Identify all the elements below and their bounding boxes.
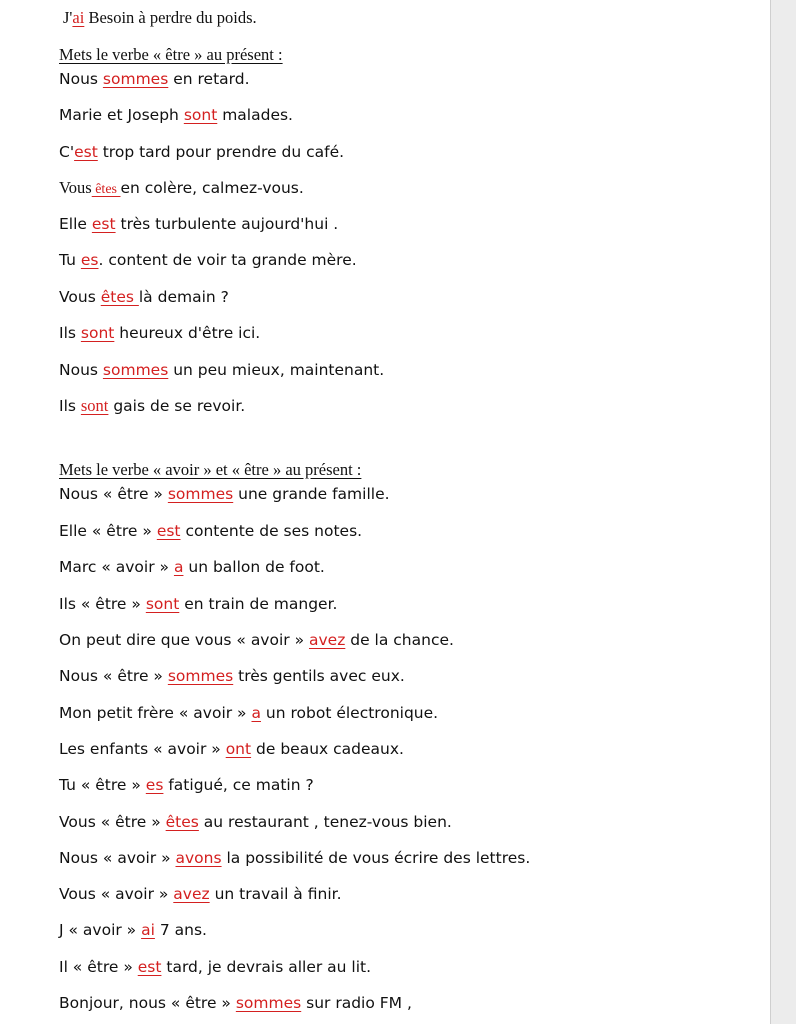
answer-text: est xyxy=(91,215,116,233)
line-text-after: heureux d'être ici. xyxy=(114,324,261,342)
exercise1-line-9 xyxy=(59,360,384,380)
answer-text: sommes xyxy=(102,70,169,88)
intro-line xyxy=(63,8,257,28)
intro-answer: ai xyxy=(72,8,85,27)
answer-text: es xyxy=(80,251,99,269)
answer-text: avons xyxy=(175,849,222,867)
exercise1-line-3 xyxy=(59,142,344,162)
line-text-before: Les enfants « avoir » xyxy=(59,740,226,758)
line-text-before: Vous xyxy=(59,178,92,197)
line-text-after: la possibilité de vous écrire des lettres. xyxy=(221,849,531,867)
exercise1-line-5 xyxy=(59,214,338,234)
answer-text: êtes xyxy=(165,813,199,831)
line-text-after: au restaurant , tenez-vous bien. xyxy=(198,813,452,831)
answer-text: avez xyxy=(308,631,346,649)
line-text-before: Ils « être » xyxy=(59,595,146,613)
exercise2-line-12 xyxy=(59,884,342,904)
line-text-after: un ballon de foot. xyxy=(183,558,325,576)
line-text-before: Nous xyxy=(59,70,103,88)
line-text-after: un travail à finir. xyxy=(209,885,342,903)
line-text-before: Ils xyxy=(59,324,81,342)
answer-text: sont xyxy=(145,595,180,613)
exercise1-line-6 xyxy=(59,250,357,270)
line-text-after: tard, je devrais aller au lit. xyxy=(161,958,372,976)
exercise1-line-8 xyxy=(59,323,260,343)
line-text-before: Nous « avoir » xyxy=(59,849,176,867)
answer-text: sommes xyxy=(102,361,169,379)
line-text-before: Elle xyxy=(59,215,92,233)
answer-text: avez xyxy=(173,885,210,903)
line-text-after: fatigué, ce matin ? xyxy=(163,776,314,794)
exercise2-line-13 xyxy=(59,920,207,940)
answer-text: êtes xyxy=(100,288,139,306)
line-text-after: en colère, calmez-vous. xyxy=(120,179,304,197)
answer-text: est xyxy=(137,958,162,976)
answer-text: est xyxy=(74,143,98,161)
line-text-before: Mon petit frère « avoir » xyxy=(59,704,252,722)
exercise2-line-6 xyxy=(59,666,405,686)
exercise2-line-8 xyxy=(59,739,404,759)
line-text-after: . content de voir ta grande mère. xyxy=(98,251,357,269)
line-text-before: Vous xyxy=(59,288,101,306)
line-text-after: malades. xyxy=(217,106,293,124)
line-text-before: Tu « être » xyxy=(59,776,146,794)
line-text-after: sur radio FM , xyxy=(301,994,412,1012)
exercise1-line-1 xyxy=(59,69,250,89)
intro-text-before: J' xyxy=(63,8,73,27)
exercise1-line-4 xyxy=(59,178,304,200)
exercise2-line-1 xyxy=(59,484,390,504)
line-text-after: en train de manger. xyxy=(179,595,338,613)
line-text-after: là demain ? xyxy=(138,288,229,306)
answer-text: sommes xyxy=(167,667,234,685)
line-text-after: un robot électronique. xyxy=(260,704,439,722)
exercise1-line-7 xyxy=(59,287,229,307)
exercise2-line-10 xyxy=(59,812,452,832)
intro-text-after: Besoin à perdre du poids. xyxy=(84,8,257,27)
line-text-after: de beaux cadeaux. xyxy=(251,740,404,758)
exercise2-line-3 xyxy=(59,557,325,577)
line-text-before: Il « être » xyxy=(59,958,138,976)
exercise2-line-7 xyxy=(59,703,438,723)
exercise2-line-4 xyxy=(59,594,337,614)
line-text-before: C' xyxy=(59,143,75,161)
answer-text: ont xyxy=(225,740,252,758)
line-text-before: On peut dire que vous « avoir » xyxy=(59,631,309,649)
answer-text: sommes xyxy=(235,994,302,1012)
line-text-after: de la chance. xyxy=(345,631,454,649)
line-text-after: trop tard pour prendre du café. xyxy=(97,143,345,161)
exercise1-line-10 xyxy=(59,396,245,416)
line-text-after: 7 ans. xyxy=(154,921,207,939)
exercise2-line-14 xyxy=(59,957,371,977)
line-text-before: J « avoir » xyxy=(59,921,142,939)
line-text-after: très gentils avec eux. xyxy=(233,667,405,685)
line-text-after: gais de se revoir. xyxy=(108,397,246,415)
line-text-before: Nous « être » xyxy=(59,485,168,503)
line-text-before: Vous « avoir » xyxy=(59,885,174,903)
line-text-before: Ils xyxy=(59,397,81,415)
answer-text: ai xyxy=(141,921,155,939)
exercise2-line-11 xyxy=(59,848,530,868)
line-text-before: Nous « être » xyxy=(59,667,168,685)
line-text-after: en retard. xyxy=(168,70,250,88)
line-text-before: Vous « être » xyxy=(59,813,166,831)
line-text-before: Tu xyxy=(59,251,81,269)
answer-text: sommes xyxy=(167,485,234,503)
answer-text: sont xyxy=(80,396,109,415)
line-text-before: Marie et Joseph xyxy=(59,106,184,124)
answer-text: est xyxy=(156,522,181,540)
exercise2-line-15 xyxy=(59,993,412,1013)
exercise2-line-9 xyxy=(59,775,314,795)
section2-heading: Mets le verbe « avoir » et « être » au présent : xyxy=(59,460,362,479)
answer-text: es xyxy=(145,776,164,794)
line-text-after: très turbulente aujourd'hui . xyxy=(115,215,339,233)
answer-text: a xyxy=(251,704,261,722)
answer-text: êtes xyxy=(91,182,121,197)
section1-heading: Mets le verbe « être » au présent : xyxy=(59,45,283,64)
exercise2-line-5 xyxy=(59,630,454,650)
line-text-after: un peu mieux, maintenant. xyxy=(168,361,385,379)
line-text-before: Marc « avoir » xyxy=(59,558,174,576)
line-text-before: Nous xyxy=(59,361,103,379)
answer-text: sont xyxy=(183,106,218,124)
line-text-after: contente de ses notes. xyxy=(180,522,363,540)
answer-text: sont xyxy=(80,324,115,342)
answer-text: a xyxy=(173,558,184,576)
line-text-before: Bonjour, nous « être » xyxy=(59,994,236,1012)
line-text-before: Elle « être » xyxy=(59,522,157,540)
exercise1-line-2 xyxy=(59,105,293,125)
exercise2-line-2 xyxy=(59,521,362,541)
line-text-after: une grande famille. xyxy=(233,485,390,503)
